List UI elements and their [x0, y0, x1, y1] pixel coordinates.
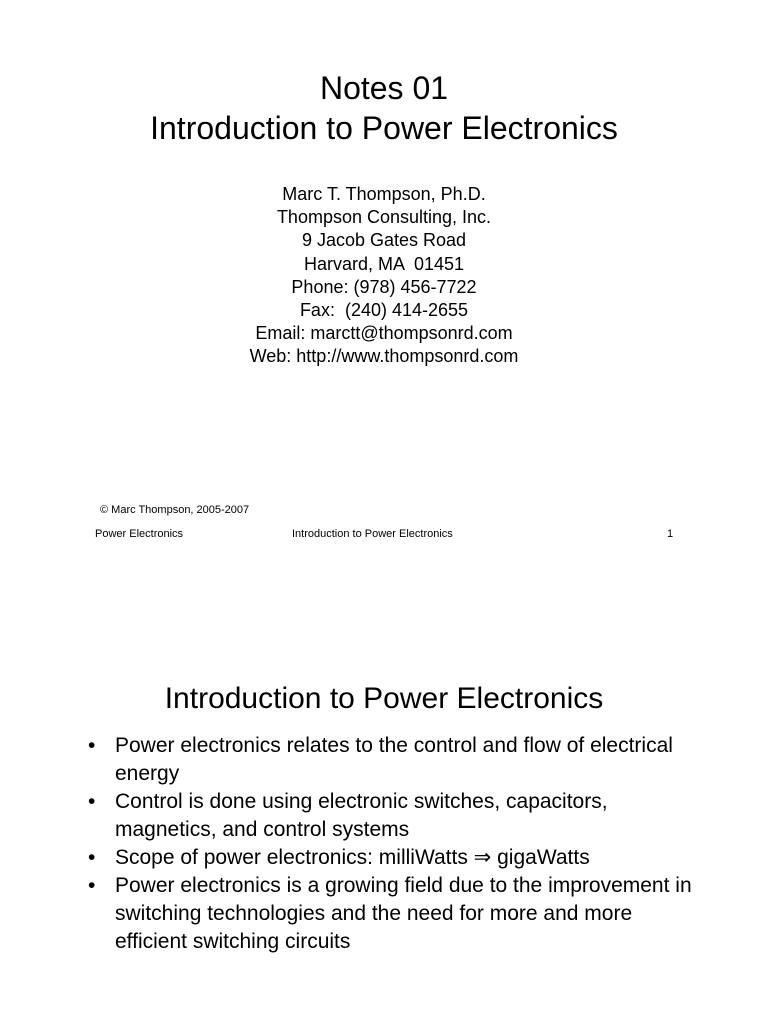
bullet-list: [88, 732, 708, 956]
copyright-notice: © Marc Thompson, 2005-2007: [100, 504, 250, 516]
bullet-text: Control is done using electronic switches, capacitors, magnetics, and control systems: [115, 790, 608, 841]
bullet-item: [88, 844, 708, 872]
fax-number: Fax: (240) 414-2655: [299, 300, 469, 321]
bullet-item: [88, 788, 708, 844]
bullet-text: Power electronics relates to the control and flow of electrical energy: [115, 734, 673, 785]
bullet-marker: •: [88, 846, 96, 869]
bullet-marker: •: [88, 790, 96, 813]
slide-2-title: Introduction to Power Electronics: [164, 682, 604, 715]
bullet-text: Power electronics is a growing field due to the improvement in switching technologies and the need for more and more efficient switching circuits: [115, 874, 692, 953]
footer-slide-title: Introduction to Power Electronics: [292, 528, 453, 540]
author-name: Marc T. Thompson, Ph.D.: [282, 184, 486, 204]
bullet-item: [88, 872, 708, 956]
contact-block: [0, 183, 768, 369]
bullet-text: Scope of power electronics: milliWatts ⇒ gigaWatts: [115, 846, 590, 869]
bullet-item: [88, 732, 708, 788]
footer-course-name: Power Electronics: [95, 528, 184, 540]
bullet-marker: •: [88, 734, 96, 757]
slide-2: [0, 600, 768, 1024]
street-address: 9 Jacob Gates Road: [301, 230, 467, 251]
phone-number: Phone: (978) 456-7722: [291, 276, 477, 297]
slide-1-title: [0, 68, 768, 148]
bullet-marker: •: [88, 874, 96, 897]
web-address: Web: http://www.thompsonrd.com: [249, 346, 519, 367]
city-state-zip: Harvard, MA 01451: [303, 253, 465, 274]
company-name: Thompson Consulting, Inc.: [276, 207, 492, 228]
title-line-2: Introduction to Power Electronics: [150, 110, 618, 146]
title-line-1: Notes 01: [319, 70, 449, 106]
email-address: Email: marctt@thompsonrd.com: [255, 323, 513, 344]
footer-page-number: 1: [667, 528, 674, 540]
